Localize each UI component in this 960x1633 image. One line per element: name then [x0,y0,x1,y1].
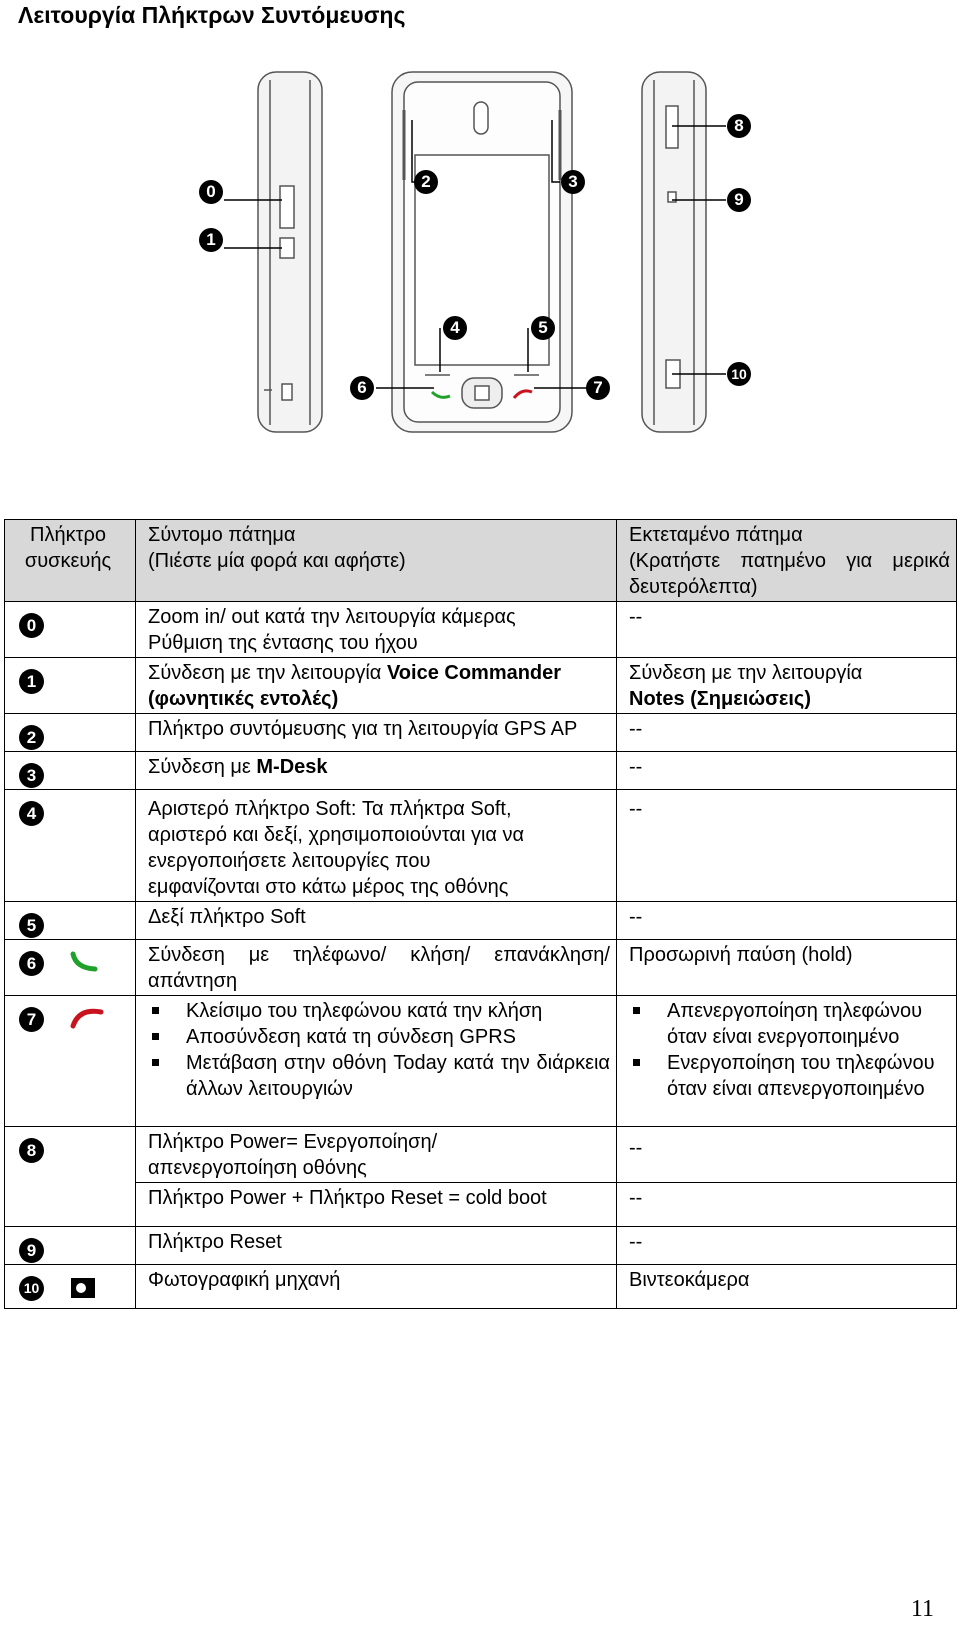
key-number-badge: 0 [19,613,44,638]
table-row: 0 Zoom in/ out κατά την λειτουργία κάμερας Ρύθμιση της έντασης του ήχου -- [5,602,957,658]
table-row: 8 Πλήκτρο Power= Ενεργοποίηση/ απενεργοποίηση οθόνης -- [5,1127,957,1183]
table-row: 6 Σύνδεση με τηλέφωνο/ κλήση/ επανάκληση/ απάντηση Προσωρινή παύση (hold) [5,940,957,996]
callout-0: 0 [199,180,223,204]
header-long-press: Εκτεταμένο πάτημα (Κρατήστε πατημένο για μερικά δευτερόλεπτα) [617,520,957,602]
camera-icon [70,1276,96,1300]
callout-10: 10 [727,362,751,386]
list-item: Ενεργοποίηση του τηλεφώνου όταν είναι απενεργοποιημένο [629,1050,950,1102]
callout-9: 9 [727,188,751,212]
callout-3: 3 [561,170,585,194]
red-phone-icon [70,1007,104,1029]
table-row: 1 Σύνδεση με την λειτουργία Voice Commander (φωνητικές εντολές) Σύνδεση με την λειτουργία Notes (Σημειώσεις) [5,658,957,714]
table-row: 10 Φωτογραφική μηχανή Βιντεοκάμερα [5,1265,957,1309]
page-title: Λειτουργία Πλήκτρων Συντόμευσης [18,2,406,28]
key-number-badge: 1 [19,669,44,694]
device-diagram [180,60,800,460]
list-item: Κλείσιμο του τηλεφώνου κατά την κλήση [148,998,610,1024]
table-row: Πλήκτρο Power + Πλήκτρο Reset = cold boot -- [5,1183,957,1227]
callout-1: 1 [199,228,223,252]
green-phone-icon [70,951,100,973]
page-number: 11 [910,1596,934,1622]
table-row: 4 Αριστερό πλήκτρο Soft: Τα πλήκτρα Soft, αριστερό και δεξί, χρησιμοποιούνται για να ενεργοποιήσετε λειτουργίες που εμφανίζονται στο κάτω μέρος της οθόνης -- [5,790,957,902]
callout-2: 2 [414,170,438,194]
table-row: 5 Δεξί πλήκτρο Soft -- [5,902,957,940]
callout-8: 8 [727,114,751,138]
shortcut-keys-table [4,519,957,1309]
key-number-badge: 5 [19,913,44,938]
key-number-badge: 7 [19,1007,44,1032]
list-item: Απενεργοποίηση τηλεφώνου όταν είναι ενεργοποιημένο [629,998,950,1050]
table-row [5,996,957,1127]
key-number-badge: 2 [19,725,44,750]
key-number-badge: 9 [19,1238,44,1263]
callout-4: 4 [443,316,467,340]
table-row: 3 Σύνδεση με M-Desk -- [5,752,957,790]
callout-5: 5 [531,316,555,340]
table-row: 9 Πλήκτρο Reset -- [5,1227,957,1265]
key-number-badge: 4 [19,801,44,826]
key-number-badge: 6 [19,951,44,976]
header-short-press: Σύντομο πάτημα (Πιέστε μία φορά και αφήστε) [136,520,617,602]
left-side-view [258,72,322,432]
key-number-badge: 8 [19,1138,44,1163]
front-view [392,72,572,432]
callout-6: 6 [350,376,374,400]
list-item: Αποσύνδεση κατά τη σύνδεση GPRS [148,1024,610,1050]
list-item: Μετάβαση στην οθόνη Today κατά την διάρκεια άλλων λειτουργιών [148,1050,610,1102]
callout-7: 7 [586,376,610,400]
table-row: 2 Πλήκτρο συντόμευσης για τη λειτουργία GPS AP -- [5,714,957,752]
key-number-badge: 10 [19,1276,44,1301]
header-key: Πλήκτρο συσκευής [5,520,136,602]
key-number-badge: 3 [19,763,44,788]
table-header-row [5,520,957,602]
